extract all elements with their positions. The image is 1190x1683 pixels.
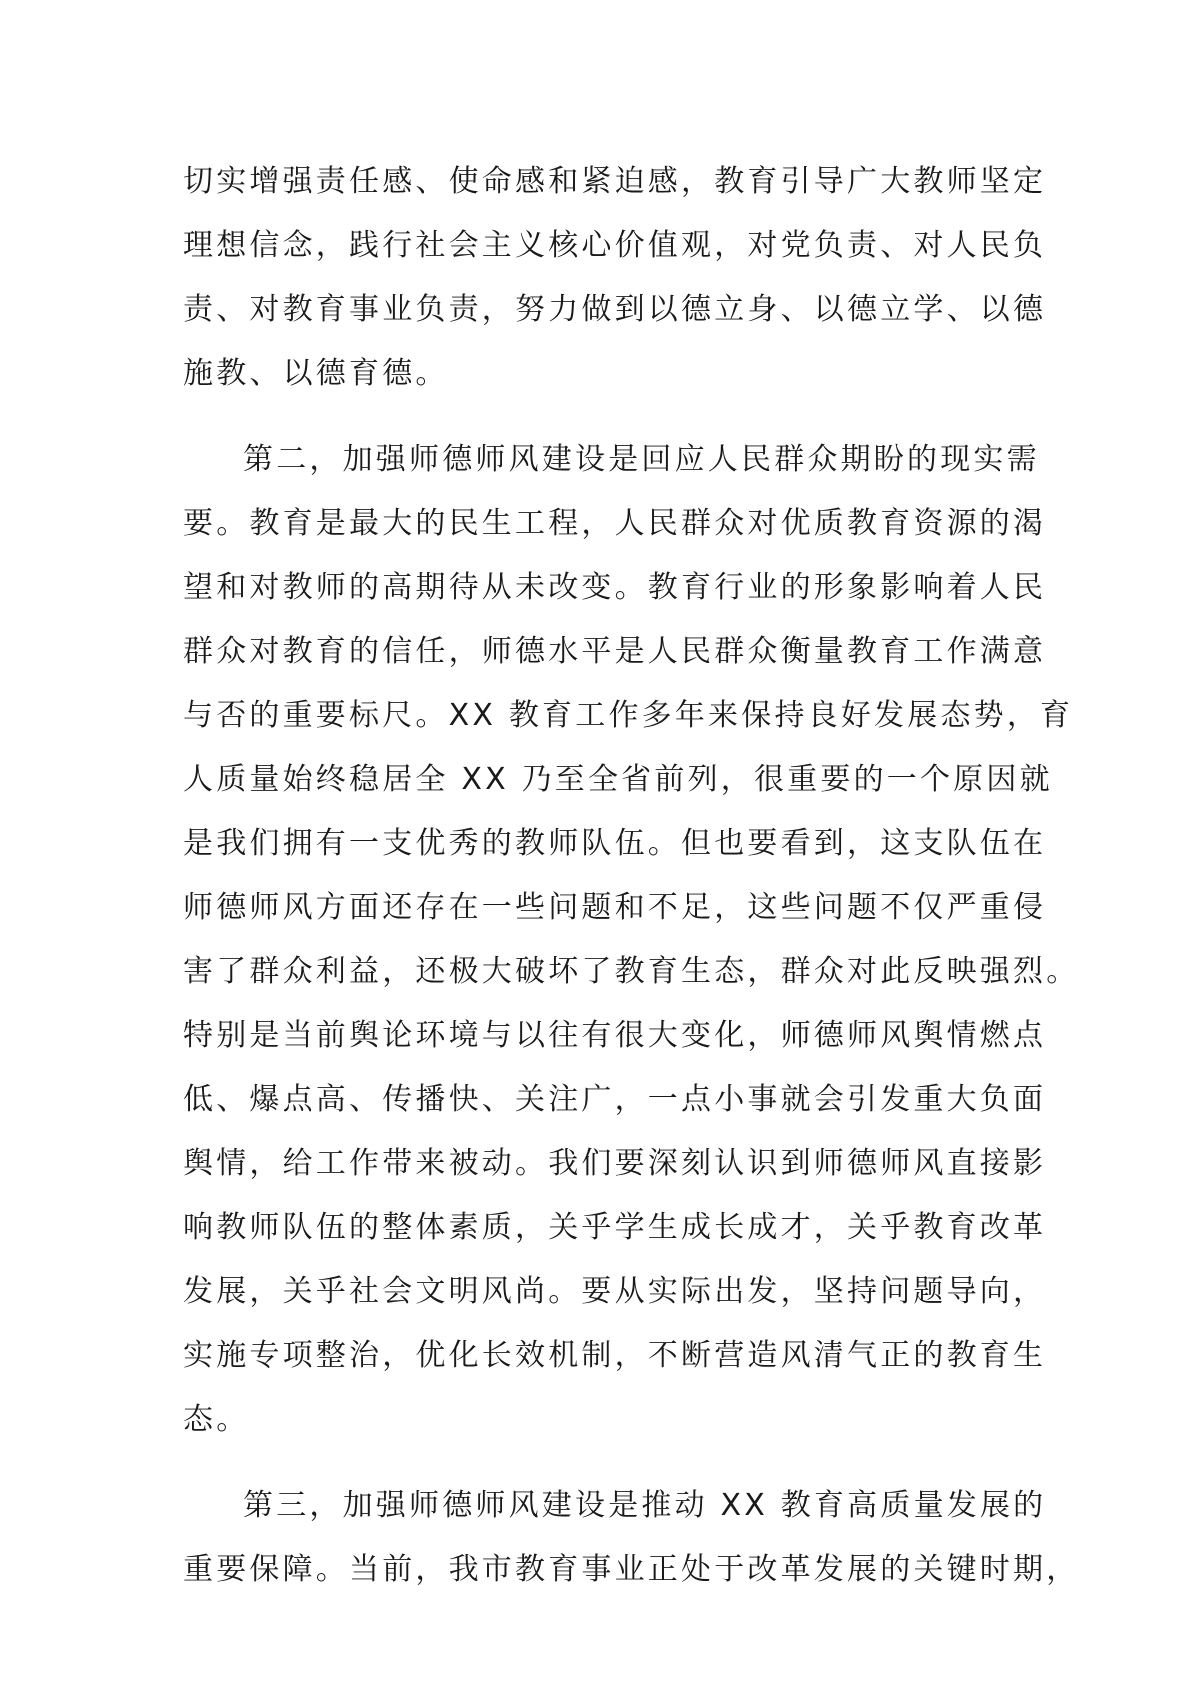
text-line: 害了群众利益，还极大破坏了教育生态，群众对此反映强烈。 [183, 954, 1080, 989]
text-line: 要。教育是最大的民生工程，人民群众对优质教育资源的渴 [183, 506, 1047, 541]
text-line: 责、对教育事业负责，努力做到以德立身、以德立学、以德 [183, 292, 1047, 327]
text-line: 发展，关乎社会文明风尚。要从实际出发，坚持问题导向， [183, 1274, 1047, 1309]
text-line: 第三，加强师德师风建设是推动 XX 教育高质量发展的 [243, 1488, 1047, 1523]
text-line: 重要保障。当前，我市教育事业正处于改革发展的关键时期， [183, 1552, 1080, 1587]
text-line: 切实增强责任感、使命感和紧迫感，教育引导广大教师坚定 [183, 164, 1047, 199]
paragraph-1 [183, 150, 1047, 406]
text-line: 与否的重要标尺。XX 教育工作多年来保持良好发展态势，育 [183, 698, 1074, 733]
text-line: 实施专项整治，优化长效机制，不断营造风清气正的教育生 [183, 1338, 1047, 1373]
text-line: 响教师队伍的整体素质，关乎学生成长成才，关乎教育改革 [183, 1210, 1047, 1245]
text-line: 师德师风方面还存在一些问题和不足，这些问题不仅严重侵 [183, 890, 1047, 925]
paragraph-2 [183, 428, 1080, 1452]
text-line: 理想信念，践行社会主义核心价值观，对党负责、对人民负 [183, 228, 1047, 263]
text-line: 低、爆点高、传播快、关注广，一点小事就会引发重大负面 [183, 1082, 1047, 1117]
text-line: 施教、以德育德。 [183, 356, 449, 391]
text-line: 特别是当前舆论环境与以往有很大变化，师德师风舆情燃点 [183, 1018, 1047, 1053]
text-line: 舆情，给工作带来被动。我们要深刻认识到师德师风直接影 [183, 1146, 1047, 1181]
text-line: 是我们拥有一支优秀的教师队伍。但也要看到，这支队伍在 [183, 826, 1047, 861]
text-line: 第二，加强师德师风建设是回应人民群众期盼的现实需 [243, 442, 1040, 477]
document-body [183, 150, 1080, 1624]
text-line: 态。 [183, 1402, 250, 1437]
text-line: 群众对教育的信任，师德水平是人民群众衡量教育工作满意 [183, 634, 1047, 669]
text-line: 望和对教师的高期待从未改变。教育行业的形象影响着人民 [183, 570, 1047, 605]
text-line: 人质量始终稳居全 XX 乃至全省前列，很重要的一个原因就 [183, 762, 1053, 797]
paragraph-3 [183, 1474, 1080, 1602]
